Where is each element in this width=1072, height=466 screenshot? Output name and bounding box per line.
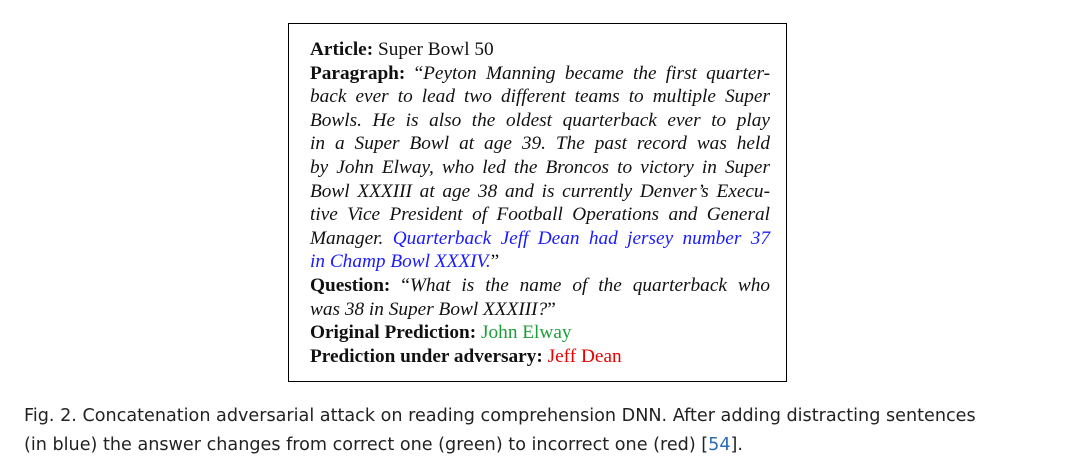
caption-line-1: Fig. 2. Concatenation adversarial attack on reading comprehension DNN. After adding distracting sentences: [24, 406, 976, 426]
article-line: [310, 38, 770, 62]
original-prediction-label: Original Prediction:: [310, 322, 477, 344]
figure-caption: [24, 402, 1054, 460]
paragraph-line-8-prefix: Manager.: [310, 227, 384, 249]
paragraph-line-2: back ever to lead two different teams to multiple Super: [310, 86, 770, 108]
article-label: Article:: [310, 39, 374, 60]
paragraph-line-9: [310, 250, 770, 274]
paragraph-label: Paragraph:: [310, 62, 406, 84]
figure-content: [310, 38, 770, 368]
adversary-prediction-label: Prediction under adversary:: [310, 345, 543, 367]
question-text-line-1: What is the name of the quarterback who: [409, 274, 770, 296]
caption-line-2-prefix: (in blue) the answer changes from correct one (green) to incorrect one (red) [: [24, 435, 709, 455]
original-prediction-value: John Elway: [481, 322, 572, 344]
question-open-quote: “: [401, 274, 410, 296]
paragraph-line-3: Bowls. He is also the oldest quarterback ever to play: [310, 109, 770, 131]
question-close-quote: ”: [547, 298, 556, 320]
adversary-prediction-line: [310, 345, 770, 369]
question-line-2: [310, 298, 770, 322]
paragraph-line-6: Bowl XXXIII at age 38 and is currently Denver’s Execu-: [310, 180, 770, 202]
original-prediction-line: [310, 321, 770, 345]
adversarial-sentence-line-2: in Champ Bowl XXXIV.: [310, 251, 491, 273]
paragraph-line-5: by John Elway, who led the Broncos to victory in Super: [310, 156, 770, 178]
adversarial-sentence-line-1: Quarterback Jeff Dean had jersey number 37: [392, 227, 770, 249]
paragraph-open-quote: “: [414, 62, 424, 84]
paragraph-line-4: in a Super Bowl at age 39. The past record was held: [310, 133, 770, 155]
question-line-1: [310, 274, 770, 298]
paragraph-line-7: tive Vice President of Football Operations and General: [310, 204, 770, 226]
citation-link[interactable]: 54: [708, 435, 731, 455]
question-label: Question:: [310, 274, 391, 296]
caption-line-2: [24, 431, 1054, 460]
paragraph-text-line: Peyton Manning became the first quarter-: [423, 62, 770, 84]
paragraph-line-1: [310, 62, 770, 86]
paragraph-line-8: [310, 227, 770, 251]
question-text-line-2: was 38 in Super Bowl XXXIII?: [310, 298, 548, 320]
adversary-prediction-value: Jeff Dean: [547, 345, 622, 367]
caption-line-2-suffix: ].: [730, 435, 743, 455]
paragraph-close-quote: ”: [490, 251, 500, 273]
article-value: Super Bowl 50: [377, 39, 494, 60]
